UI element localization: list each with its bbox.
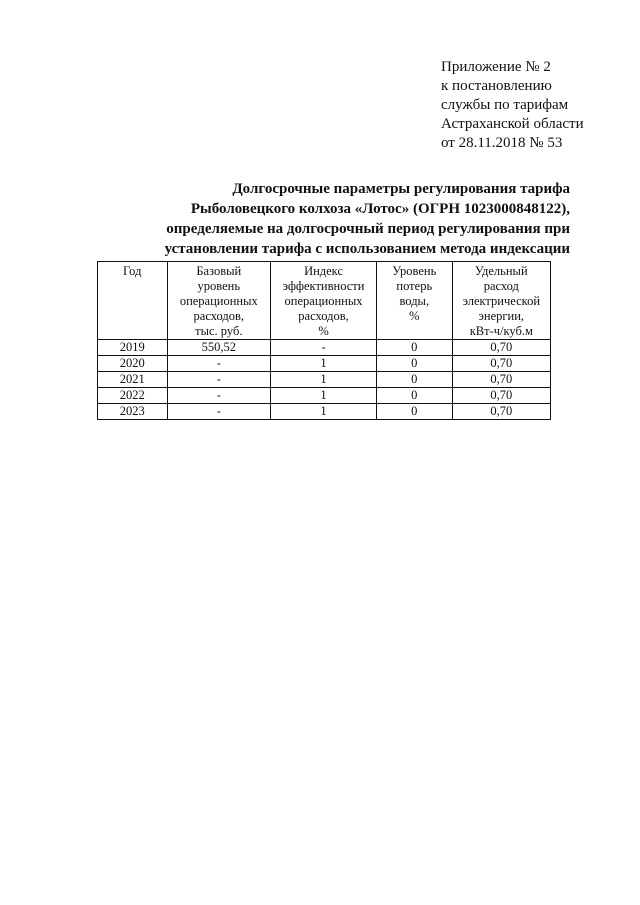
cell-energy-consumption: 0,70 xyxy=(452,372,550,388)
cell-energy-consumption: 0,70 xyxy=(452,340,550,356)
table-row xyxy=(98,356,551,372)
header-energy-consumption xyxy=(452,262,550,340)
header-base-opex xyxy=(167,262,271,340)
cell-water-loss: 0 xyxy=(376,404,452,420)
header-text: расходов, xyxy=(298,309,349,323)
header-text: эффективности xyxy=(282,279,365,293)
appendix-line: Приложение № 2 xyxy=(441,59,551,75)
cell-year: 2023 xyxy=(98,404,168,420)
title-line: установлении тарифа с использованием метода индексации xyxy=(164,241,570,257)
cell-year: 2020 xyxy=(98,356,168,372)
table-row xyxy=(98,340,551,356)
cell-efficiency-index: - xyxy=(271,340,377,356)
header-text: тыс. руб. xyxy=(195,324,243,338)
header-text: уровень xyxy=(197,279,241,293)
header-text: расход xyxy=(483,279,519,293)
header-text: кВт-ч/куб.м xyxy=(469,324,533,338)
header-text: Удельный xyxy=(474,264,528,278)
header-text: % xyxy=(409,309,420,323)
appendix-reference xyxy=(441,58,584,153)
cell-efficiency-index: 1 xyxy=(271,388,377,404)
table-row xyxy=(98,388,551,404)
cell-efficiency-index: 1 xyxy=(271,356,377,372)
header-text: расходов, xyxy=(193,309,245,323)
cell-energy-consumption: 0,70 xyxy=(452,388,550,404)
cell-year: 2021 xyxy=(98,372,168,388)
cell-year: 2019 xyxy=(98,340,168,356)
header-efficiency-index xyxy=(271,262,377,340)
cell-base-opex: - xyxy=(167,372,271,388)
appendix-line: службы по тарифам xyxy=(441,97,569,113)
header-text: Уровень xyxy=(392,264,437,278)
table-row xyxy=(98,372,551,388)
title-line: определяемые на долгосрочный период регулирования при xyxy=(166,221,570,237)
header-text: Базовый xyxy=(196,264,242,278)
header-text: Индекс xyxy=(304,264,343,278)
header-text: % xyxy=(318,324,329,338)
cell-water-loss: 0 xyxy=(376,356,452,372)
cell-efficiency-index: 1 xyxy=(271,404,377,420)
header-text: операционных xyxy=(179,294,258,308)
header-water-loss xyxy=(376,262,452,340)
header-text: операционных xyxy=(284,294,363,308)
cell-year: 2022 xyxy=(98,388,168,404)
cell-water-loss: 0 xyxy=(376,388,452,404)
appendix-line: Астраханской области xyxy=(441,116,584,132)
cell-base-opex: - xyxy=(167,388,271,404)
appendix-line: от 28.11.2018 № 53 xyxy=(441,135,563,151)
header-text: Год xyxy=(123,264,142,278)
title-line: Долгосрочные параметры регулирования тарифа xyxy=(232,181,570,197)
table-header-row xyxy=(98,262,551,340)
table-row xyxy=(98,404,551,420)
cell-water-loss: 0 xyxy=(376,340,452,356)
header-text: воды, xyxy=(399,294,430,308)
regulation-parameters-table xyxy=(97,261,551,420)
cell-base-opex: - xyxy=(167,356,271,372)
cell-base-opex: - xyxy=(167,404,271,420)
header-year xyxy=(98,262,168,340)
title-line: Рыболовецкого колхоза «Лотос» (ОГРН 1023000848122), xyxy=(190,201,570,217)
header-text: электрической xyxy=(462,294,541,308)
document-title xyxy=(130,179,570,259)
cell-water-loss: 0 xyxy=(376,372,452,388)
header-text: потерь xyxy=(396,279,433,293)
header-text: энергии, xyxy=(478,309,525,323)
cell-efficiency-index: 1 xyxy=(271,372,377,388)
cell-energy-consumption: 0,70 xyxy=(452,404,550,420)
cell-base-opex: 550,52 xyxy=(167,340,271,356)
cell-energy-consumption: 0,70 xyxy=(452,356,550,372)
appendix-line: к постановлению xyxy=(441,78,552,94)
